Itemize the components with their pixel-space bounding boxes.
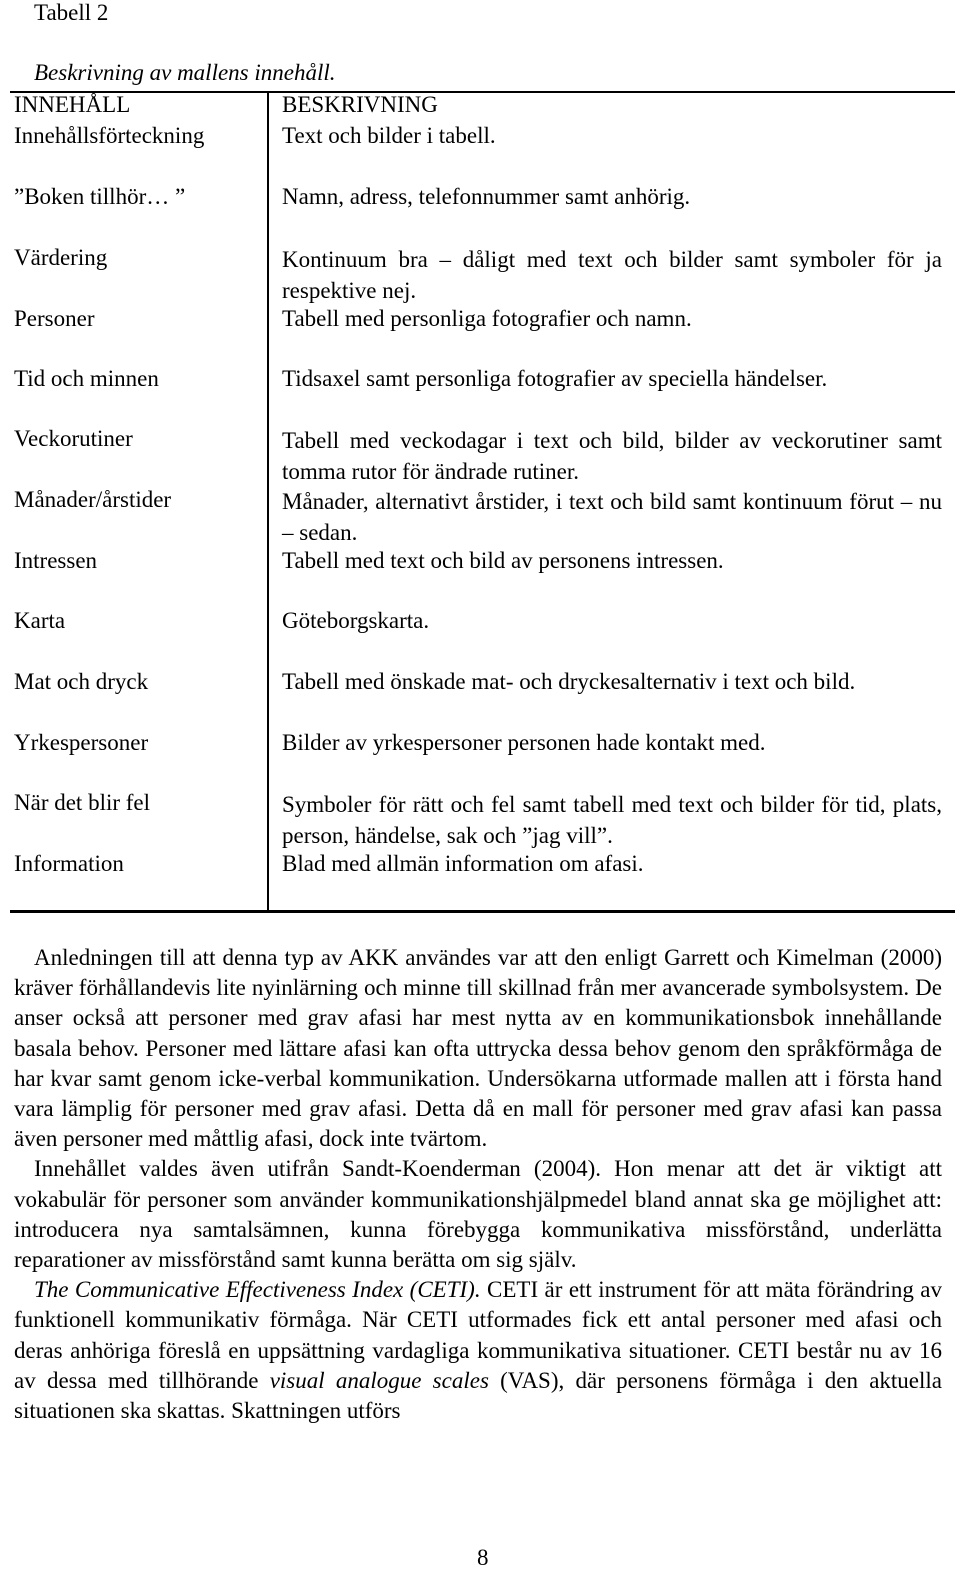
row-description: Text och bilder i tabell. [282, 123, 496, 148]
paragraph [14, 1275, 942, 1426]
body-text [14, 943, 942, 1426]
row-description: Tabell med personliga fotografier och namn. [282, 306, 692, 331]
row-content: När det blir fel [14, 790, 151, 815]
row-description: Tabell med text och bild av personens intressen. [282, 548, 724, 573]
header-content: INNEHÅLL [14, 92, 131, 117]
row-description: Symboler för rätt och fel samt tabell med text och bilder för tid, plats, person, händelse, sak och ”jag vill”. [282, 792, 942, 848]
row-description: Namn, adress, telefonnummer samt anhörig. [282, 184, 691, 209]
row-content: Mat och dryck [14, 669, 149, 694]
table-bottom-rule [10, 910, 955, 913]
row-content: Värdering [14, 245, 108, 270]
row-content: Karta [14, 608, 66, 633]
table-column-divider [267, 91, 269, 913]
table-label: Tabell 2 [34, 0, 109, 25]
table-caption: Beskrivning av mallens innehåll. [34, 60, 336, 85]
row-content: Yrkespersoner [14, 730, 149, 755]
row-content: Tid och minnen [14, 366, 159, 391]
row-content: Månader/årstider [14, 487, 172, 512]
row-content: Veckorutiner [14, 426, 133, 451]
paragraph-text: (VAS), där personens förmåga i den aktuella situationen ska skattas. Skattningen utförs [14, 1367, 943, 1424]
row-content: Information [14, 851, 124, 876]
row-content: Innehållsförteckning [14, 123, 205, 148]
row-content: Personer [14, 306, 95, 331]
term-vas: visual analogue scales [269, 1367, 489, 1393]
row-description: Tabell med önskade mat- och dryckesalternativ i text och bild. [282, 669, 856, 694]
page-number: 8 [477, 1545, 489, 1570]
paragraph: Innehållet valdes även utifrån Sandt-Koenderman (2004). Hon menar att det är viktigt att vokabulär för personer som använder kommunikationshjälpmedel bland annat ska ge möjlighet att: introducera nya samtalsämnen, kunna förebygga kommunikativa missförstånd, underlätta reparationer av missförstånd samt kunna berätta om sig själv. [14, 1156, 942, 1273]
row-description: Bilder av yrkespersoner personen hade kontakt med. [282, 730, 766, 755]
row-description: Tabell med veckodagar i text och bild, bilder av veckorutiner samt tomma rutor för ändrade rutiner. [282, 428, 942, 484]
row-content: ”Boken tillhör… ” [14, 184, 186, 209]
header-description: BESKRIVNING [282, 92, 438, 117]
row-description: Tidsaxel samt personliga fotografier av speciella händelser. [282, 366, 828, 391]
ceti-heading: The Communicative Effectiveness Index (CETI). [34, 1277, 481, 1303]
row-description: Månader, alternativt årstider, i text och bild samt kontinuum förut – nu – sedan. [282, 489, 942, 545]
row-description: Blad med allmän information om afasi. [282, 851, 644, 876]
paragraph: Anledningen till att denna typ av AKK användes var att den enligt Garrett och Kimelman (2000) kräver förhållandevis lite nyinlärning och minne till skillnad från mer avancerade symbolsystem. De anser också att personer med grav afasi har mest nytta av en kommunikationsbok innehållande basala behov. Personer med lättare afasi kan ofta uttrycka dessa behov genom den språkförmåga de har kvar samt genom icke-verbal kommunikation. Undersökarna utformade mallen att i första hand vara lämplig för personer med grav afasi. Detta då en mall för personer med grav afasi kan passa även personer med måttlig afasi, dock inte tvärtom. [14, 945, 942, 1152]
row-description: Göteborgskarta. [282, 608, 430, 633]
paragraph-text: CETI är ett instrument för att mäta förändring av funktionell kommunikativ förmåga. När CETI utformades fick ett antal personer med afasi och deras anhöriga föreslå en uppsättning vardagliga kommunikativa situationer. CETI består nu av 16 av dessa med tillhörande [14, 1277, 943, 1393]
row-content: Intressen [14, 548, 98, 573]
row-description: Kontinuum bra – dåligt med text och bilder samt symboler för ja respektive nej. [282, 247, 942, 303]
